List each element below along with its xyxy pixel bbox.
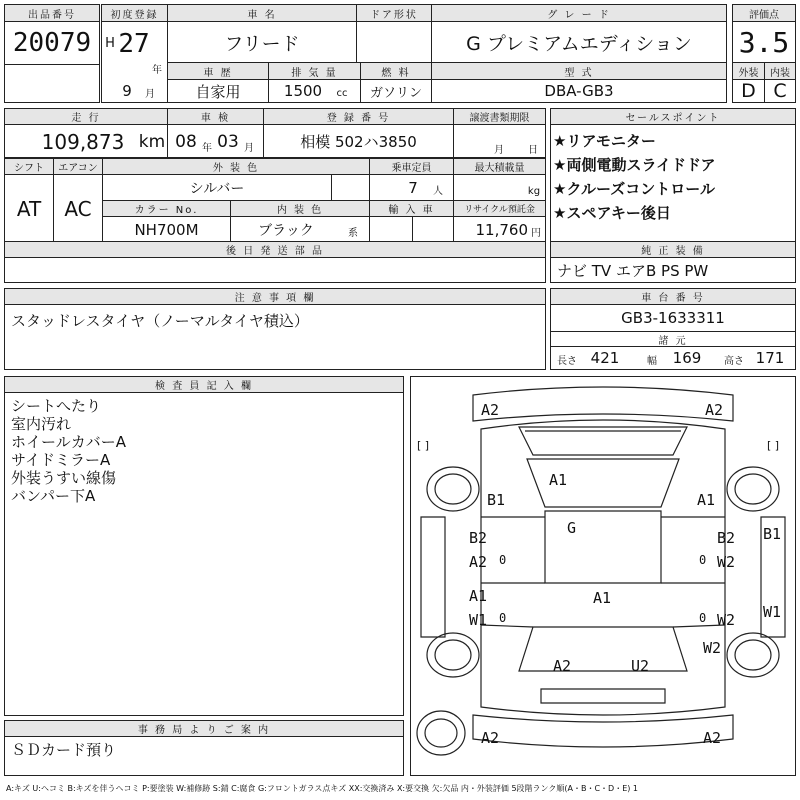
door-label: ドア形状	[357, 5, 431, 22]
exterior-label: 外装	[733, 63, 764, 80]
office-label: 事 務 局 よ り ご 案 内	[5, 721, 403, 737]
ac-label: エアコン	[54, 159, 102, 175]
fuel-box	[360, 62, 432, 103]
import-box	[369, 200, 454, 242]
score-value: 3.5	[738, 25, 790, 59]
ext-color-value: シルバー	[189, 181, 245, 197]
damage-right-rear-fender: W2	[703, 639, 722, 657]
recycle-value: 11,760	[475, 220, 528, 239]
office-note: ＳＤカード預り	[11, 740, 117, 759]
history-box	[167, 62, 269, 103]
recycle-box: リサイクル預託金 11,760 円	[453, 200, 546, 242]
mileage-box: 走 行 109,873 km	[4, 108, 168, 158]
plate-value: 相模 502ハ3850	[300, 133, 417, 151]
color-no-value: NH700M	[134, 220, 199, 239]
notes-box	[4, 288, 546, 370]
transfer-box: 譲渡書類期限 月 日	[453, 108, 546, 158]
chassis-label: 車 台 番 号	[551, 289, 795, 305]
int-color-label: 内 装 色	[231, 201, 369, 217]
sales-points-box	[550, 108, 796, 242]
load-box: 最大積載量 kg	[453, 158, 546, 201]
int-color-value: ブラック	[258, 222, 314, 239]
plate-box	[263, 108, 454, 158]
lot-number: 20079	[12, 28, 92, 58]
damage-left-front-door: B2	[469, 529, 488, 547]
color-no-box	[102, 200, 231, 242]
office-box	[4, 720, 404, 776]
score-label: 評価点	[733, 5, 795, 22]
damage-hood: A1	[549, 471, 568, 489]
mark-left-rear-door: 0	[499, 611, 507, 625]
inspector-note: サイドミラーA	[11, 451, 111, 469]
inspection-box: 車 検 08 年 03 月	[167, 108, 264, 158]
load-label: 最大積載量	[454, 159, 545, 175]
inspection-month: 03	[217, 132, 239, 152]
damage-rear-center: U2	[631, 657, 650, 675]
exterior-box	[732, 62, 765, 103]
damage-left-rear-door-sub: W1	[469, 611, 488, 629]
mark-right-rear-door: 0	[699, 611, 707, 625]
registration-label: 初度登録	[102, 5, 167, 22]
sales-point: ★両側電動スライドドア	[553, 156, 716, 174]
ext-color-label: 外 装 色	[103, 159, 369, 175]
damage-left-front-door-sub: A2	[469, 553, 488, 571]
equipment-box	[550, 241, 796, 283]
grade-value: G プレミアムエディション	[466, 32, 692, 55]
type-value: DBA-GB3	[544, 82, 614, 100]
mark-left-front-door: 0	[499, 553, 507, 567]
door-box	[356, 4, 432, 63]
type-box	[431, 62, 727, 103]
dims-length: 421	[590, 349, 620, 367]
sales-point: ★リアモニター	[553, 132, 656, 150]
capacity-value: 7	[408, 179, 418, 197]
color-no-label: カラー No.	[103, 201, 230, 217]
history-value: 自家用	[195, 82, 241, 101]
sales-point: ★スペアキー後日	[553, 204, 671, 222]
damage-right-side-panel: B1	[763, 525, 782, 543]
shift-label: シフト	[5, 159, 53, 175]
displacement-box: 排 気 量 1500 cc	[268, 62, 361, 103]
notes-label: 注 意 事 項 欄	[5, 289, 545, 305]
inspector-note: 外装うすい線傷	[11, 469, 117, 487]
capacity-box: 乗車定員 7 人	[369, 158, 454, 201]
mileage-label: 走 行	[5, 109, 167, 125]
equipment-value: ナビ TV エアB PS PW	[557, 262, 709, 280]
damage-roof: G	[567, 519, 577, 537]
damage-right-front-door: B2	[717, 529, 736, 547]
bracket-right: [ ]	[767, 439, 780, 452]
sales-point: ★クルーズコントロール	[553, 180, 715, 198]
displacement-value: 1500	[283, 82, 323, 100]
fuel-value: ガソリン	[369, 85, 422, 101]
later-parts-label: 後 日 発 送 部 品	[5, 242, 545, 258]
later-parts-value	[5, 259, 545, 282]
inspector-note: シートへたり	[11, 397, 102, 415]
transfer-label: 譲渡書類期限	[454, 109, 545, 125]
chassis-value: GB3-1633311	[621, 309, 725, 327]
score-box	[732, 4, 796, 63]
car-diagram	[410, 376, 796, 776]
inspector-note: 室内汚れ	[11, 415, 72, 433]
model-label: 車 名	[168, 5, 356, 22]
capacity-label: 乗車定員	[370, 159, 453, 175]
chassis-box: 車 台 番 号 GB3-1633311 諸 元 長さ 421 幅 169 高さ 171	[550, 288, 796, 370]
model-box	[167, 4, 357, 63]
damage-rear-bumper-right: A2	[703, 729, 722, 747]
damage-rear-bumper-left: A2	[481, 729, 500, 747]
grade-label: グ レ ー ド	[432, 5, 726, 22]
damage-right-front-door-sub: W2	[717, 553, 736, 571]
recycle-label: リサイクル預託金	[454, 201, 545, 217]
exterior-grade: D	[741, 80, 756, 102]
inspector-label: 検 査 員 記 入 欄	[5, 377, 403, 393]
later-parts-box	[4, 241, 546, 283]
header-block	[4, 4, 796, 103]
damage-right-rear-door-sub: W2	[717, 611, 736, 629]
model-name: フリード	[224, 32, 300, 55]
type-label: 型 式	[432, 63, 726, 80]
fuel-label: 燃 料	[361, 63, 431, 80]
reg-year: 27	[118, 29, 150, 59]
mark-right-front-door: 0	[699, 553, 707, 567]
sales-points-label: セールスポイント	[551, 109, 795, 125]
door-value	[357, 22, 431, 62]
equipment-label: 純 正 装 備	[551, 242, 795, 258]
inspection-label: 車 検	[168, 109, 263, 125]
interior-label: 内装	[765, 63, 795, 80]
damage-left-fender: B1	[487, 491, 506, 509]
era: H	[105, 35, 115, 51]
grade-box	[431, 4, 727, 63]
damage-right-fender: A1	[697, 491, 716, 509]
inspector-note: バンパー下A	[11, 487, 96, 505]
ac-value: AC	[64, 196, 92, 221]
interior-box	[764, 62, 796, 103]
dims-width: 169	[672, 349, 702, 367]
bracket-left: [ ]	[417, 439, 430, 452]
inspector-note: ホイールカバーA	[11, 433, 126, 451]
damage-front-right: A2	[705, 401, 724, 419]
import-label: 輸 入 車	[370, 201, 453, 217]
car-outline	[411, 377, 795, 775]
shift-value: AT	[16, 196, 42, 221]
damage-rear-left: A2	[553, 657, 572, 675]
history-label: 車 歴	[168, 63, 268, 80]
interior-grade: C	[773, 80, 787, 102]
ext-color-box	[102, 158, 370, 201]
damage-left-rear-door: A1	[469, 587, 488, 605]
inspection-year: 08	[175, 132, 197, 152]
damage-front-left: A2	[481, 401, 500, 419]
dims-height: 171	[755, 349, 785, 367]
lot-number-label: 出品番号	[5, 5, 99, 22]
int-color-box: 内 装 色 ブラック 系	[230, 200, 370, 242]
lot-number-box	[4, 4, 100, 103]
shift-box	[4, 158, 54, 242]
damage-center: A1	[593, 589, 612, 607]
dims-label: 諸 元	[658, 335, 688, 346]
inspector-box	[4, 376, 404, 716]
displacement-label: 排 気 量	[269, 63, 360, 80]
ac-box	[53, 158, 103, 242]
notes-value: スタッドレスタイヤ（ノーマルタイヤ積込）	[11, 311, 309, 330]
damage-right-rear-quarter: W1	[763, 603, 782, 621]
reg-month: 9	[122, 82, 132, 100]
mileage-value: 109,873	[41, 129, 125, 154]
registration-box: 初度登録 H 27 年 9 月	[101, 4, 168, 103]
plate-label: 登 録 番 号	[264, 109, 453, 125]
legend: A:キズ U:ヘコミ B:キズを伴うヘコミ P:要塗装 W:補修跡 S:錆 C:腐食 G:フロントガラス点キズ XX:交換済み X:要交換 欠:欠品 内・外装評価 5段階ランク順(A・B・C・D・E) 1	[6, 783, 639, 793]
